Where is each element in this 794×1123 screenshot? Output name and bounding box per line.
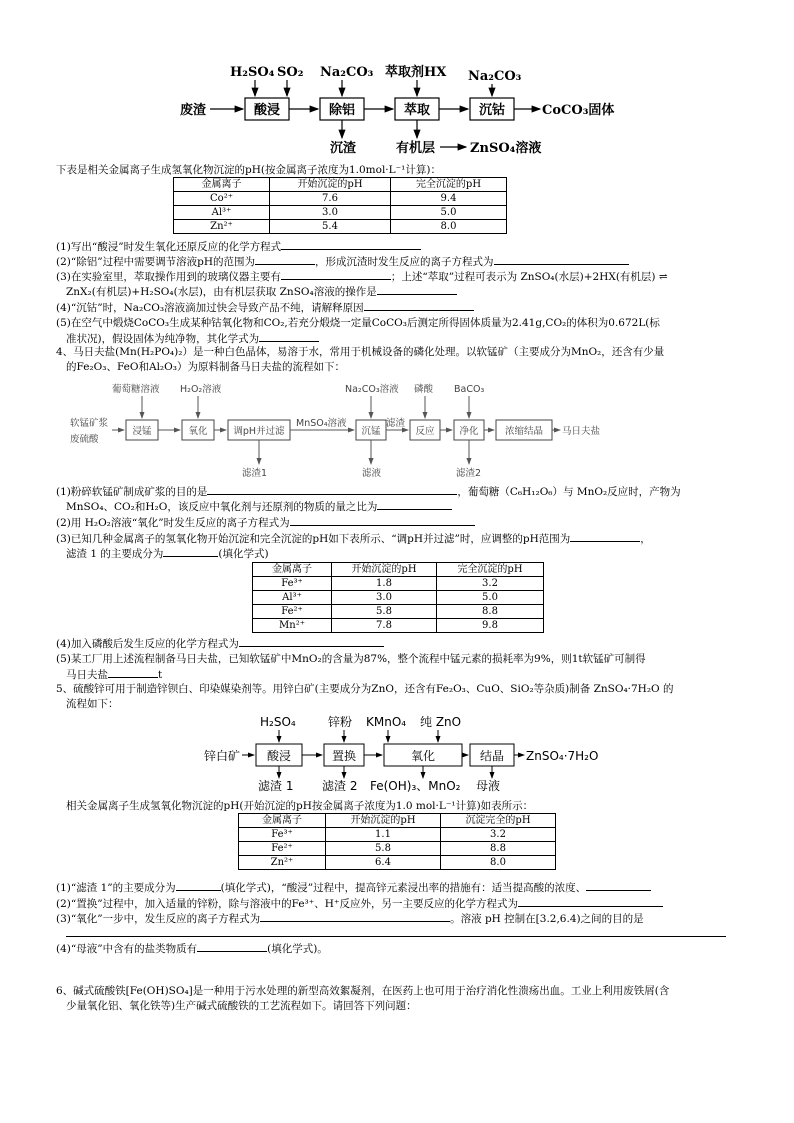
table-row bbox=[253, 619, 544, 633]
flow2-input-na2co3: Na₂CO₃溶液 bbox=[345, 384, 399, 395]
q5-3: (3)“氧化”一步中，发生反应的离子方程式为 。溶液 pH 控制在[3.2,6.4)之间的目的是 bbox=[56, 913, 644, 925]
table-cell: Fe²⁺ bbox=[239, 842, 326, 856]
q4-5b: 马日夫盐 t bbox=[66, 669, 163, 681]
flow3-output-mother-liquor: 母液 bbox=[476, 779, 501, 793]
flow3-input-h2so4: H₂SO₄ bbox=[260, 715, 296, 729]
flow2-input-h3po4: 磷酸 bbox=[414, 384, 434, 395]
table-cell: 7.6 bbox=[270, 192, 391, 206]
p5-title: 5、硫酸锌可用于制造锌钡白、印染媒染剂等。用锌白矿(主要成分为ZnO，还含有Fe₂O₃、CuO、SiO₂等杂质)制备 ZnSO₄·7H₂O 的 流程如下： bbox=[56, 683, 674, 710]
flow1-output-znso4: ZnSO₄溶液 bbox=[470, 141, 542, 156]
table-cell: Zn²⁺ bbox=[239, 856, 326, 870]
table-cell: 1.1 bbox=[326, 828, 441, 842]
table1-header: 完全沉淀的pH bbox=[391, 178, 507, 192]
table1 bbox=[173, 177, 507, 234]
q1-1: (1)写出“酸浸”时发生氧化还原反应的化学方程式 bbox=[56, 239, 421, 254]
table-cell: Mn²⁺ bbox=[253, 619, 332, 633]
q5-1: (1)“滤渣 1”的主要成分为 (填化学式)，“酸浸”过程中，提高锌元素浸出率的措施有：适当提高酸的浓度、 bbox=[56, 880, 651, 895]
table-cell: 5.0 bbox=[391, 206, 507, 220]
table-cell: 6.4 bbox=[326, 856, 441, 870]
table-cell: 5.0 bbox=[437, 591, 544, 605]
flow2-output-residue1: 滤渣1 bbox=[242, 468, 268, 479]
table-row bbox=[253, 605, 544, 619]
table3 bbox=[238, 813, 556, 870]
table-cell: Fe³⁺ bbox=[239, 828, 326, 842]
table-row bbox=[239, 856, 556, 870]
table-cell: Zn²⁺ bbox=[174, 220, 270, 234]
q1-3: (3)在实验室里，萃取操作用到的玻璃仪器主要有 ；上述“萃取”过程可表示为 ZnSO₄(水层)+2HX(有机层) ⇌ bbox=[56, 271, 668, 283]
flow3-feed: 锌白矿 bbox=[204, 749, 241, 763]
table-row bbox=[253, 577, 544, 591]
q1-5b: 准状况)，假设固体为纯净物，其化学式为 bbox=[66, 331, 319, 346]
flowchart-cobalt bbox=[170, 60, 630, 160]
table-cell: 5.8 bbox=[332, 605, 437, 619]
flow3-product: ZnSO₄·7H₂O bbox=[526, 749, 599, 763]
table-cell: 9.4 bbox=[391, 192, 507, 206]
flow2-input-glucose: 葡萄糖溶液 bbox=[112, 384, 160, 395]
table-cell: 3.2 bbox=[437, 577, 544, 591]
table-cell: 3.0 bbox=[270, 206, 391, 220]
flow2-step-crystallize: 浓缩结晶 bbox=[504, 426, 544, 437]
q1-2: (2)“除铝”过程中需要调节溶液pH的范围为 ，形成沉渣时发生反应的离子方程式为 bbox=[56, 254, 629, 269]
flow1-step-remove-al: 除铝 bbox=[328, 103, 356, 118]
table-row bbox=[174, 220, 507, 234]
table-row bbox=[174, 206, 507, 220]
table-cell: 7.8 bbox=[332, 619, 437, 633]
q4-4: (4)加入磷酸后发生反应的化学方程式为 bbox=[56, 636, 384, 651]
flow2-input-baco3: BaCO₃ bbox=[454, 384, 485, 395]
table-row bbox=[174, 192, 507, 206]
q1-4: (4)“沉钴”时，Na₂CO₃溶液滴加过快会导致产品不纯，请解释原因 bbox=[56, 300, 474, 315]
flow3-input-kmno4: KMnO₄ bbox=[366, 715, 407, 729]
flow3-output-feoh3: Fe(OH)₃、MnO₂ bbox=[370, 779, 461, 793]
table-cell: 8.0 bbox=[391, 220, 507, 234]
flow1-input-h2so4: H₂SO₄ bbox=[230, 65, 275, 80]
flow1-product: CoCO₃固体 bbox=[542, 103, 615, 118]
flow3-step-oxidize: 氧化 bbox=[410, 749, 436, 763]
flow2-step-react: 反应 bbox=[415, 426, 435, 437]
q1-5: (5)在空气中煅烧CoCO₃生成某种钴氧化物和CO₂,若充分煅烧一定量CoCO₃后测定所得固体质量为2.41g,CO₂的体积为0.672L(标 bbox=[56, 317, 660, 329]
flow2-feed-ore: 软锰矿浆 bbox=[70, 418, 109, 429]
table-row bbox=[253, 591, 544, 605]
flow2-feed-acid: 废硫酸 bbox=[70, 434, 99, 445]
q1-3b: ZnX₂(有机层)+H₂SO₄(水层)，由有机层获取 ZnSO₄溶液的操作是 bbox=[66, 284, 457, 299]
table-cell: Co²⁺ bbox=[174, 192, 270, 206]
table-row bbox=[239, 828, 556, 842]
flow1-feed: 废渣 bbox=[180, 103, 207, 118]
p4-title: 4、马日夫盐(Mn(H₂PO₄)₂）是一种白色晶体，易溶于水，常用于机械设备的磷化处理。以软锰矿（主要成分为MnO₂，还含有少量 的Fe₂O₃、FeO和Al₂O₃）为原料制备马日夫盐的流程如下： bbox=[56, 346, 665, 373]
flow2-mnso4-label: MnSO₄溶液 bbox=[296, 418, 347, 429]
flow3-step-crystallize: 结晶 bbox=[479, 749, 505, 763]
flow3-output-residue1: 滤渣 1 bbox=[258, 779, 294, 793]
flow1-input-so2: SO₂ bbox=[277, 65, 304, 80]
flow1-output-organic: 有机层 bbox=[396, 141, 436, 156]
table-cell: 3.2 bbox=[441, 828, 556, 842]
q5-4: (4)“母液”中含有的盐类物质有 (填化学式)。 bbox=[56, 943, 328, 955]
q4-5: (5)某工厂用上述流程制备马日夫盐，已知软锰矿中MnO₂的含量为87%，整个流程中锰元素的损耗率为9%，则1t软锰矿可制得 bbox=[56, 653, 646, 665]
table-cell: 8.0 bbox=[441, 856, 556, 870]
table2-header: 开始沉淀的pH bbox=[332, 563, 437, 577]
flow1-output-residue: 沉渣 bbox=[330, 141, 357, 156]
flow1-step-precipitate-co: 沉钴 bbox=[478, 103, 506, 118]
flow1-step-extract: 萃取 bbox=[403, 103, 431, 118]
table3-header: 沉淀完全的pH bbox=[441, 814, 556, 828]
table3-header: 开始沉淀的pH bbox=[326, 814, 441, 828]
flowchart-zinc bbox=[198, 710, 628, 802]
table-cell: 3.0 bbox=[332, 591, 437, 605]
flow2-product: 马日夫盐 bbox=[562, 426, 601, 437]
table-cell: Fe³⁺ bbox=[253, 577, 332, 591]
table2 bbox=[252, 562, 544, 633]
q4-1: (1)粉碎软锰矿制成矿浆的目的是 ，葡萄糖（C₆H₁₂O₆）与 MnO₂反应时，产物为 bbox=[56, 486, 681, 498]
flow2-step-oxidize: 氧化 bbox=[188, 426, 208, 437]
table-row bbox=[239, 842, 556, 856]
flow2-input-h2o2: H₂O₂溶液 bbox=[180, 384, 222, 395]
flow2-step-leach: 浸锰 bbox=[132, 426, 152, 437]
flowchart-mn bbox=[60, 380, 620, 482]
flow3-output-residue2: 滤渣 2 bbox=[322, 779, 358, 793]
table-cell: 8.8 bbox=[441, 842, 556, 856]
q4-1b: MnSO₄、CO₂和H₂O，该反应中氧化剂与还原剂的物质的量之比为 bbox=[66, 499, 452, 514]
table3-header: 金属离子 bbox=[239, 814, 326, 828]
flow2-step-adjust-ph: 调pH并过滤 bbox=[233, 426, 285, 437]
flow1-input-na2co3-a: Na₂CO₃ bbox=[320, 65, 374, 80]
table-cell: 8.8 bbox=[437, 605, 544, 619]
q4-3: (3)已知几种金属离子的氢氧化物开始沉淀和完全沉淀的pH如下表所示、“调pH并过滤”时，应调整的pH范围为 ， bbox=[56, 533, 651, 545]
q4-3b: 滤渣 1 的主要成分为 (填化学式) bbox=[66, 548, 269, 560]
table1-header: 金属离子 bbox=[174, 178, 270, 192]
flow2-step-purify: 净化 bbox=[459, 426, 479, 437]
table-cell: Fe²⁺ bbox=[253, 605, 332, 619]
flow3-step-replace: 置换 bbox=[331, 749, 357, 763]
flow2-filtrate-label: 滤渣 bbox=[386, 418, 406, 429]
flow3-input-zn-powder: 锌粉 bbox=[328, 715, 353, 729]
table2-header: 完全沉淀的pH bbox=[437, 563, 544, 577]
flow2-output-residue2: 滤渣2 bbox=[456, 468, 482, 479]
q5-2: (2)“置换”过程中，加入适量的锌粉，除与溶液中的Fe³⁺、H⁺反应外，另一主要反应的化学方程式为 bbox=[56, 896, 663, 911]
p6-title: 6、碱式硫酸铁[Fe(OH)SO₄]是一种用于污水处理的新型高效絮凝剂，在医药上也可用于治疗消化性溃疡出血。工业上利用废铁屑(含 少量氧化铝、氧化铁等)生产碱式硫酸铁的工艺流程如下。请回答下列问题： bbox=[56, 985, 670, 1012]
flow1-input-extractant: 萃取剂HX bbox=[385, 65, 447, 80]
flow3-step-acid-leach: 酸浸 bbox=[266, 749, 292, 763]
flow3-input-pure-zno: 纯 ZnO bbox=[420, 715, 462, 729]
flow2-step-precipitate-mn: 沉锰 bbox=[361, 426, 381, 437]
table-cell: 1.8 bbox=[332, 577, 437, 591]
table-cell: 5.4 bbox=[270, 220, 391, 234]
q5-3b bbox=[66, 926, 726, 941]
q4-2: (2)用 H₂O₂溶液“氧化”时发生反应的离子方程式为 bbox=[56, 515, 475, 530]
table-cell: 9.8 bbox=[437, 619, 544, 633]
table1-header: 开始沉淀的pH bbox=[270, 178, 391, 192]
table2-header: 金属离子 bbox=[253, 563, 332, 577]
flow2-output-filtrate: 滤液 bbox=[362, 468, 382, 479]
table-cell: 5.8 bbox=[326, 842, 441, 856]
table-cell: Al³⁺ bbox=[253, 591, 332, 605]
flow1-step-acid-leach: 酸浸 bbox=[253, 103, 281, 118]
intro1: 下表是相关金属离子生成氢氧化物沉淀的pH(按金属离子浓度为1.0mol·L⁻¹计算)： bbox=[56, 164, 441, 176]
intro3: 相关金属离子生成氢氧化物沉淀的pH(开始沉淀的pH按金属离子浓度为1.0 mol·L⁻¹计算)如表所示： bbox=[66, 800, 534, 812]
flow1-input-na2co3-b: Na₂CO₃ bbox=[468, 69, 522, 84]
table-cell: Al³⁺ bbox=[174, 206, 270, 220]
